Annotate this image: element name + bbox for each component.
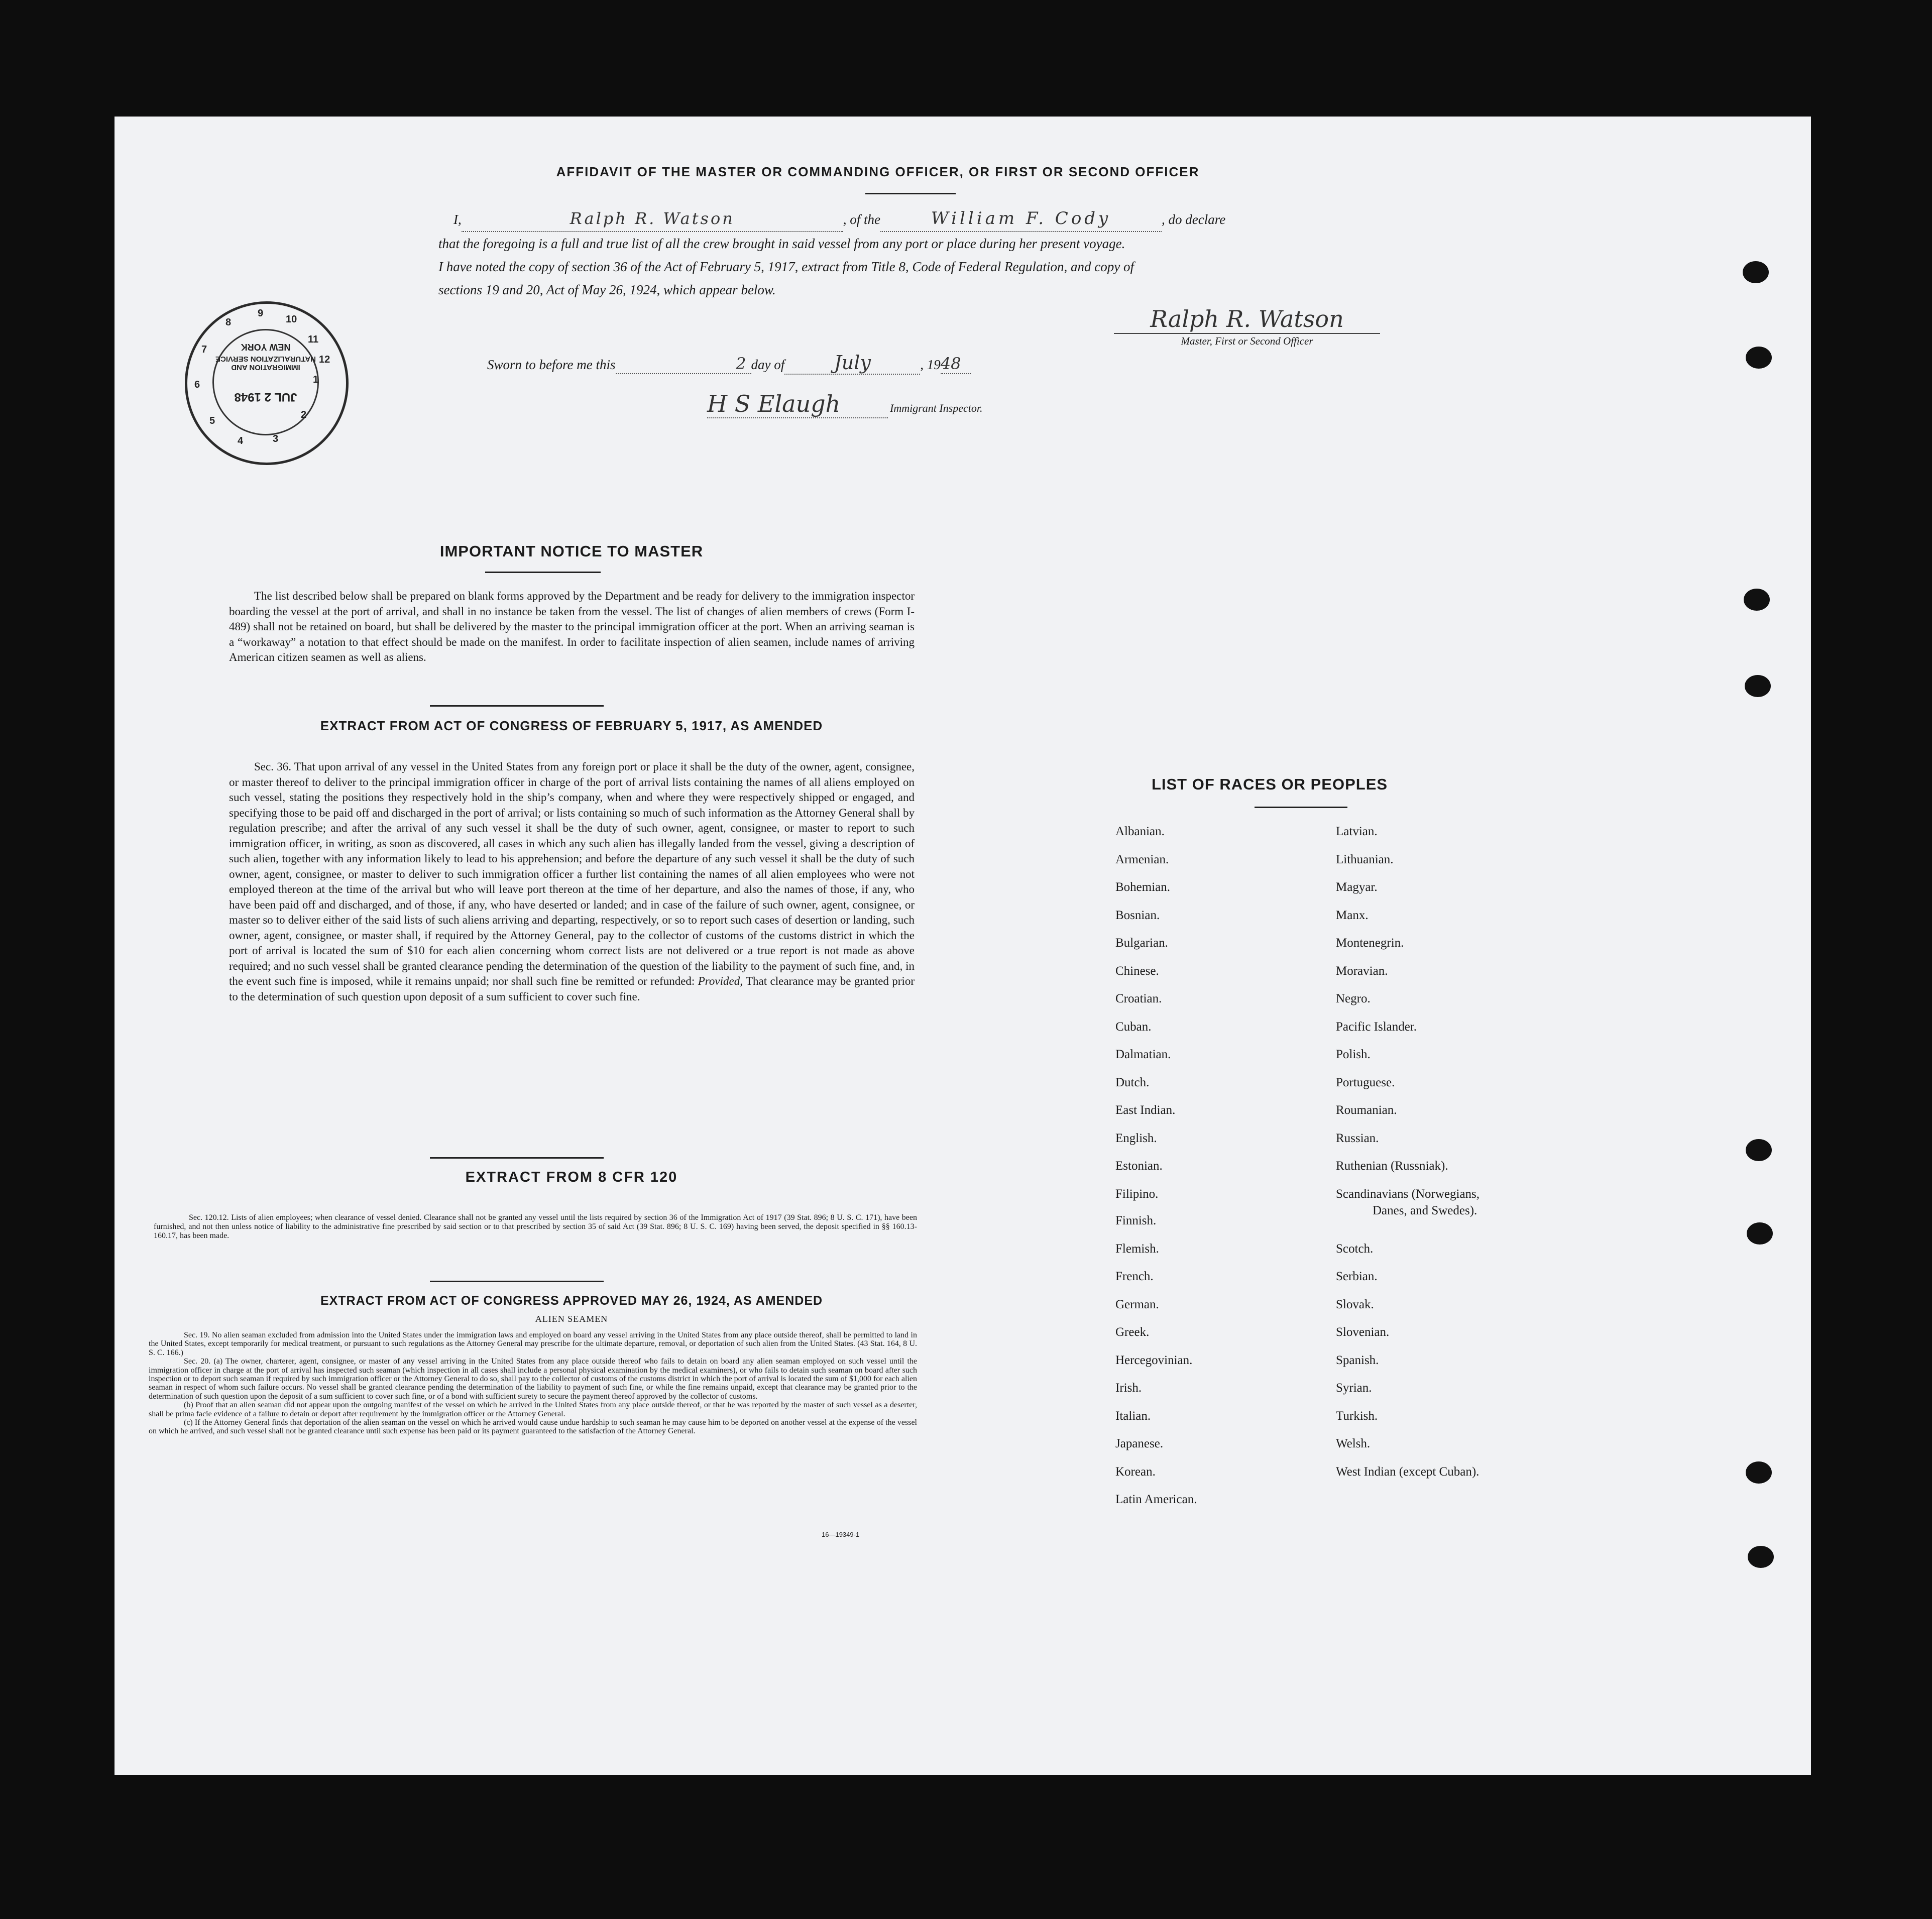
- race-left-item: German.: [1115, 1298, 1159, 1311]
- race-right-item: Moravian.: [1336, 964, 1388, 978]
- sworn-text: Sworn to before me this: [487, 357, 616, 372]
- race-left-item: Korean.: [1115, 1465, 1156, 1479]
- punch-hole: [1746, 1139, 1772, 1161]
- sworn-day-handwritten: 2: [736, 354, 746, 373]
- stamp-number: 8: [225, 317, 232, 328]
- race-right-item: Russian.: [1336, 1132, 1379, 1145]
- race-right-item: Scotch.: [1336, 1242, 1374, 1256]
- cfr-title: EXTRACT FROM 8 CFR 120: [465, 1169, 678, 1185]
- sec19-text: Sec. 19. No alien seaman excluded from admission into the United States under the immigration laws and employed on board any vessel arriving in the United States from any place outside thereof, shall be permitted to land in the United States, except temporarily for medical treatment, or pursuant to such regulations as the Attorney General may prescribe for the ultimate departure, removal, or deportation of such alien from the United States. (43 Stat. 164, 8 U. S. C. 166.): [149, 1331, 917, 1357]
- race-left-item: Hercegovinian.: [1115, 1353, 1193, 1367]
- affidavit-line-3: I have noted the copy of section 36 of the Act of February 5, 1917, extract from Title 8, Code of Federal Regulation, and copy of: [438, 259, 1134, 274]
- year-prefix: , 19: [920, 357, 941, 372]
- race-left-item: Cuban.: [1115, 1020, 1152, 1034]
- race-left-item: Irish.: [1115, 1381, 1142, 1395]
- inspector-signature: H S Elaugh: [707, 390, 888, 418]
- stamp-number: 1: [313, 374, 319, 385]
- master-signature: Ralph R. Watson: [1114, 305, 1380, 334]
- race-left-item: Dutch.: [1115, 1076, 1150, 1089]
- notice-title-rule: [485, 572, 601, 573]
- section-divider: [430, 1157, 604, 1159]
- sworn-line: [487, 352, 971, 375]
- race-right-item: Manx.: [1336, 909, 1369, 922]
- race-left-item: French.: [1115, 1270, 1154, 1283]
- race-left-item: Dalmatian.: [1115, 1048, 1171, 1061]
- stamp-number: 11: [308, 334, 319, 345]
- race-left-item: Croatian.: [1115, 992, 1162, 1005]
- race-right-item: Welsh.: [1336, 1437, 1371, 1450]
- race-left-item: Chinese.: [1115, 964, 1159, 978]
- document-page: [115, 117, 1811, 1775]
- race-left-item: Finnish.: [1115, 1214, 1157, 1227]
- notice-body: The list described below shall be prepared on blank forms approved by the Department and be ready for delivery to the immigration inspector boarding the vessel at the port of arrival, and shall in no instance be taken from the vessel. The list of changes of alien members of crews (Form I-489) shall not be retained on board, but shall be delivered by the master to the principal immigration officer at the port. When an arriving seaman is a “workaway” a notation to that effect should be made on the manifest. In order to facilitate inspection of alien seamen, include names of arriving American citizen seamen as well as aliens.: [229, 590, 915, 663]
- race-left-item: Japanese.: [1115, 1437, 1164, 1450]
- race-right-item-continued: Danes, and Swedes).: [1373, 1204, 1478, 1217]
- race-right-item: West Indian (except Cuban).: [1336, 1465, 1480, 1479]
- race-right-item: Serbian.: [1336, 1270, 1378, 1283]
- stamp-number: 6: [194, 379, 200, 390]
- race-right-item: Roumanian.: [1336, 1103, 1397, 1117]
- stamp-number: 10: [286, 314, 297, 325]
- affidavit-title: AFFIDAVIT OF THE MASTER OR COMMANDING OFFICER, OR FIRST OR SECOND OFFICER: [556, 164, 1200, 179]
- race-left-item: Bohemian.: [1115, 880, 1171, 894]
- immigration-date-stamp: [185, 301, 349, 465]
- sec20b-text: (b) Proof that an alien seaman did not appear upon the outgoing manifest of the vessel on which he arrived in the United States from any place outside thereof, or that he was reported by the master of such vessel as a deserter, shall be prima facie evidence of a failure to detain or deport after requirement by the immigration officer or the Attorney General.: [149, 1401, 917, 1418]
- sec36-provided: Provided,: [698, 975, 743, 987]
- vessel-name-handwritten: William F. Cody: [931, 208, 1111, 229]
- race-right-item: Slovak.: [1336, 1298, 1374, 1311]
- sec36-text: Sec. 36. That upon arrival of any vessel in the United States from any foreign port or place it shall be the duty of the owner, agent, consignee, or master thereof to deliver to the principal immigration officer in charge of the port of arrival lists containing the names of all aliens employed on such vessel, stating the positions they respectively hold in the ship’s company, when and where they were respectively shipped or engaged, and specifying those to be paid off and discharged in the port of arrival; or lists containing so much of such information as the Attorney General shall by regulation prescribe; and after the arrival of any such vessel it shall be the duty of such owner, agent, consignee, or master to report to such immigration officer, in writing, as soon as discovered, all cases in which any such alien has illegally landed from the vessel, giving a description of such alien, together with any information likely to lead to his apprehension; and before the departure of any such vessel it shall be the duty of such owner, agent, consignee, or master to deliver to such immigration officer a further list containing the names of all alien employees who were not employed thereon at the time of the arrival but who will leave port thereon at the time of her departure, and also the names of those, if any, who have been paid off and discharged, and of those, if any, who have deserted or landed; and in case of the failure of such owner, agent, consignee, or master so to deliver either of the said lists of such aliens arriving and departing, respectively, or so to report such cases of desertion or landing, such owner, agent, consignee, or master shall, if required by the Attorney General, pay to the collector of customs of the customs district in which the port of arrival is located the sum of $10 for each alien concerning whom correct lists are not delivered or a true report is not made as above required; and no such vessel shall be granted clearance pending the determination of the question of the liability to the payment of such fine, and, in the event such fine is imposed, while it remains unpaid; nor shall such fine be remitted or refunded:: [229, 760, 915, 987]
- affidavit-declaration: [438, 207, 1342, 301]
- race-right-item: Spanish.: [1336, 1353, 1379, 1367]
- stamp-number: 4: [238, 435, 244, 446]
- sec20c-text: (c) If the Attorney General finds that deportation of the alien seaman on the vessel on which he arrived would cause undue hardship to such seaman he may cause him to be deported on another vessel at the expense of the vessel on which he arrived, and such vessel shall not be granted clearance until such expense has been paid or its payment guaranteed to the satisfaction of the Attorney General.: [149, 1418, 917, 1436]
- of-the-text: , of the: [843, 212, 880, 227]
- race-left-item: Latin American.: [1115, 1493, 1197, 1506]
- day-of-text: day of: [751, 357, 785, 372]
- race-left-item: Filipino.: [1115, 1187, 1159, 1201]
- stamp-service: IMMIGRATION AND NATURALIZATION SERVICE: [215, 355, 316, 372]
- race-left-item: East Indian.: [1115, 1103, 1176, 1117]
- sworn-month-handwritten: July: [834, 352, 871, 374]
- race-right-item: Latvian.: [1336, 825, 1378, 838]
- stamp-date: JUL 2 1948: [234, 390, 297, 404]
- section-divider: [430, 1281, 604, 1282]
- master-signature-caption: Master, First or Second Officer: [1181, 335, 1313, 347]
- sec20a-text: Sec. 20. (a) The owner, charterer, agent, consignee, or master of any vessel arriving in the United States from any place outside thereof who fails to detain on board any alien seaman employed on such vessel until the immigration officer in charge at the port of arrival has inspected such seaman (which inspection in all cases shall include a personal physical examination by the medical examiners), or who fails to detain such seaman on board after such inspection or to deport such seaman if required by such immigration officer or the Attorney General to do so, shall pay to the collector of customs of the customs district in which the port of arrival is located the sum of $1,000 for each alien seaman in respect of whom such failure occurs. No vessel shall be granted clearance pending the determination of the liability to payment of such fine, or while the fine remains unpaid, except that clearance may be granted prior to the determination of such question upon the deposit of a sum sufficient to cover such fine, or of a bond with sufficient surety to secure the payment thereof approved by the collector of customs.: [149, 1357, 917, 1401]
- race-right-item: Montenegrin.: [1336, 936, 1404, 950]
- sec36-text-end: That clearance may be granted prior to the determination of such question upon deposit of a sum sufficient to cover such fine.: [229, 975, 915, 1003]
- extract-1917-title: EXTRACT FROM ACT OF CONGRESS OF FEBRUARY 5, 1917, AS AMENDED: [320, 718, 823, 733]
- race-left-item: English.: [1115, 1132, 1157, 1145]
- race-left-item: Greek.: [1115, 1325, 1150, 1339]
- race-right-item: Syrian.: [1336, 1381, 1372, 1395]
- punch-hole: [1748, 1546, 1774, 1568]
- affidavit-title-rule: [865, 193, 956, 194]
- stamp-number: 2: [301, 409, 307, 420]
- race-left-item: Bulgarian.: [1115, 936, 1168, 950]
- stamp-city: NEW YORK: [241, 342, 291, 352]
- races-title-rule: [1255, 807, 1347, 808]
- extract-1924-title: EXTRACT FROM ACT OF CONGRESS APPROVED MAY 26, 1924, AS AMENDED: [320, 1294, 823, 1308]
- punch-hole: [1747, 1222, 1773, 1245]
- extract-1924-subtitle: ALIEN SEAMEN: [535, 1314, 608, 1324]
- punch-hole: [1743, 261, 1769, 283]
- stamp-number: 7: [201, 344, 207, 355]
- cfr-body: Sec. 120.12. Lists of alien employees; when clearance of vessel denied. Clearance shall not be granted any vessel until the lists required by section 36 of the Immigration Act of 1917 (39 Stat. 896; 8 U. S. C. 171), have been furnished, and not then unless notice of liability to the administrative fine prescribed by said section or to that prescribed by section 35 of said Act (39 Stat. 896; 8 U. S. C. 169) having been served, the deposit specified in §§ 160.13-160.17, has been made.: [154, 1213, 917, 1240]
- sworn-year-handwritten: 48: [940, 354, 961, 373]
- master-name-handwritten: Ralph R. Watson: [570, 209, 735, 228]
- affidavit-line-2: that the foregoing is a full and true list of all the crew brought in said vessel from any port or place during her present voyage.: [438, 236, 1125, 251]
- race-right-item: Slovenian.: [1336, 1325, 1390, 1339]
- punch-hole: [1744, 589, 1770, 611]
- declarant-prefix: I,: [453, 212, 462, 227]
- extract-1917-body: [229, 759, 915, 1004]
- punch-hole: [1746, 1461, 1772, 1484]
- race-right-item: Polish.: [1336, 1048, 1371, 1061]
- stamp-number: 9: [258, 308, 264, 319]
- race-left-item: Armenian.: [1115, 853, 1169, 866]
- race-right-item: Magyar.: [1336, 880, 1378, 894]
- race-right-item: Lithuanian.: [1336, 853, 1394, 866]
- form-number: 16—19349-1: [822, 1531, 860, 1538]
- race-right-item: Pacific Islander.: [1336, 1020, 1417, 1034]
- inspector-line: [707, 390, 983, 418]
- extract-1924-body: [149, 1331, 917, 1436]
- inspector-caption: Immigrant Inspector.: [890, 402, 983, 414]
- races-title: LIST OF RACES OR PEOPLES: [1151, 775, 1388, 793]
- affidavit-line-4: sections 19 and 20, Act of May 26, 1924, which appear below.: [438, 282, 776, 297]
- race-right-item: Portuguese.: [1336, 1076, 1395, 1089]
- stamp-number: 3: [273, 433, 279, 444]
- race-right-item: Turkish.: [1336, 1409, 1378, 1423]
- race-right-item: Negro.: [1336, 992, 1371, 1005]
- race-right-item: Ruthenian (Russniak).: [1336, 1159, 1448, 1173]
- race-left-item: Italian.: [1115, 1409, 1151, 1423]
- race-left-item: Estonian.: [1115, 1159, 1163, 1173]
- stamp-number: 5: [209, 415, 215, 426]
- stamp-number: 12: [319, 354, 330, 365]
- master-signature-block: [1114, 305, 1380, 348]
- do-declare-text: , do declare: [1162, 212, 1226, 227]
- race-left-item: Flemish.: [1115, 1242, 1159, 1256]
- race-right-item: Scandinavians (Norwegians,: [1336, 1187, 1480, 1201]
- punch-hole: [1745, 675, 1771, 697]
- race-left-item: Bosnian.: [1115, 909, 1160, 922]
- race-left-item: Albanian.: [1115, 825, 1165, 838]
- section-divider: [430, 705, 604, 707]
- punch-hole: [1746, 347, 1772, 369]
- notice-title: IMPORTANT NOTICE TO MASTER: [439, 542, 704, 560]
